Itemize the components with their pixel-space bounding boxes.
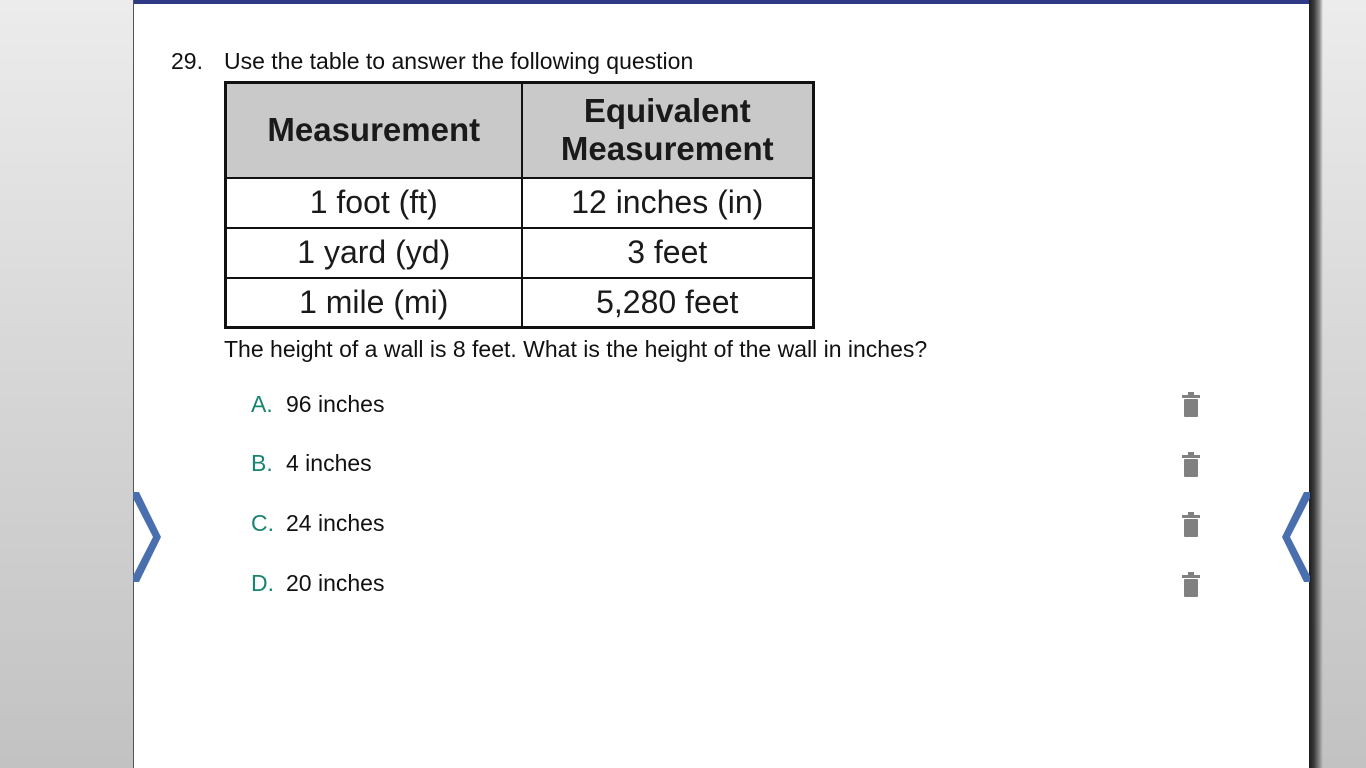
- table-row: [226, 228, 814, 278]
- choice-letter: A.: [251, 390, 273, 417]
- question-text: The height of a wall is 8 feet. What is the height of the wall in inches?: [224, 336, 928, 362]
- chevron-left-icon[interactable]: [1280, 492, 1310, 582]
- trash-icon[interactable]: [1181, 572, 1201, 598]
- page-shadow: [1309, 0, 1323, 768]
- choice-letter: C.: [251, 509, 274, 536]
- table-header-equivalent-line1: Equivalent: [583, 92, 751, 130]
- answer-choice-c[interactable]: [251, 503, 1211, 543]
- answer-choice-b[interactable]: [251, 443, 1211, 483]
- trash-icon[interactable]: [1181, 512, 1201, 538]
- answer-choice-a[interactable]: [251, 384, 1211, 424]
- question-prompt: Use the table to answer the following question: [224, 48, 694, 74]
- table-cell: 12 inches (in): [522, 178, 814, 228]
- table-cell: 3 feet: [522, 228, 814, 278]
- choice-letter: D.: [251, 569, 274, 596]
- choice-text: 20 inches: [286, 569, 385, 596]
- measurement-table: [224, 81, 815, 329]
- table-row: [226, 278, 814, 328]
- choice-text: 96 inches: [286, 390, 385, 417]
- choice-text: 4 inches: [286, 449, 372, 476]
- table-cell: 1 mile (mi): [226, 278, 522, 328]
- table-header-equivalent: [522, 83, 814, 178]
- choice-letter: B.: [251, 449, 273, 476]
- answer-choice-d[interactable]: [251, 563, 1211, 603]
- table-cell: 5,280 feet: [522, 278, 814, 328]
- question-page: [133, 0, 1309, 768]
- question-number: 29.: [171, 48, 203, 74]
- page-top-bar: [134, 0, 1309, 4]
- table-cell: 1 yard (yd): [226, 228, 522, 278]
- choice-text: 24 inches: [286, 509, 385, 536]
- table-cell: 1 foot (ft): [226, 178, 522, 228]
- table-header-equivalent-line2: Measurement: [560, 130, 774, 168]
- table-row: [226, 178, 814, 228]
- table-header-measurement: Measurement: [226, 83, 522, 178]
- trash-icon[interactable]: [1181, 452, 1201, 478]
- trash-icon[interactable]: [1181, 392, 1201, 418]
- table-header-row: [226, 83, 814, 178]
- chevron-right-icon[interactable]: [133, 492, 163, 582]
